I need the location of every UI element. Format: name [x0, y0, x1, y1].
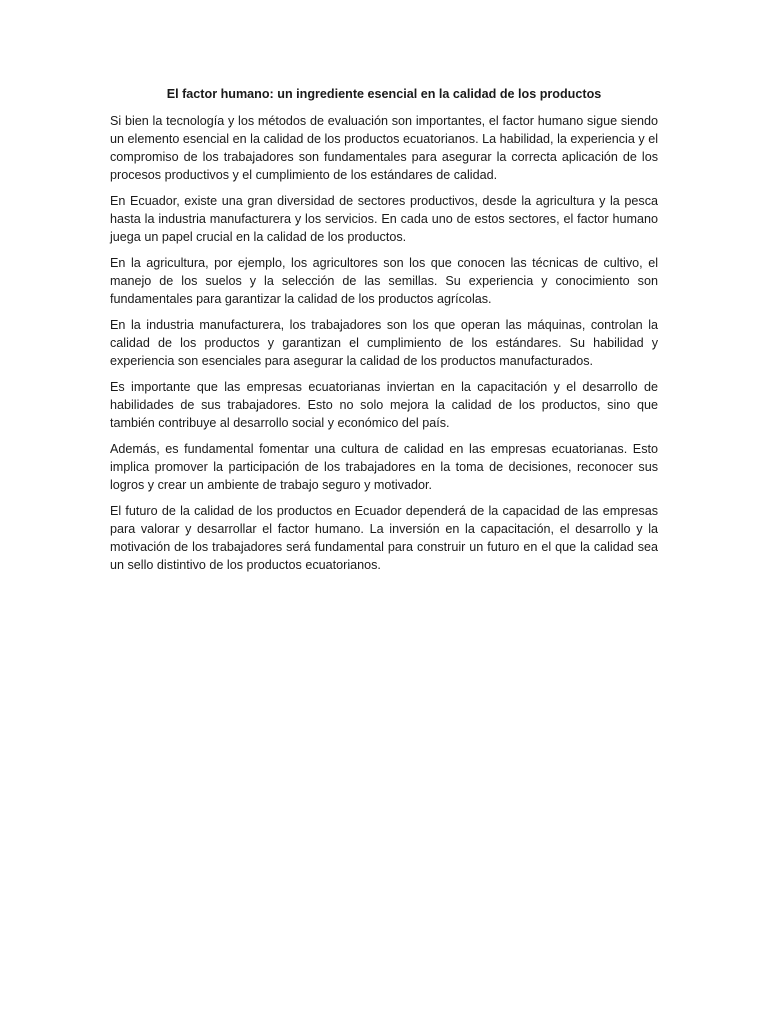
paragraph: Es importante que las empresas ecuatorianas inviertan en la capacitación y el desarrollo de habilidades de sus trabajadores. Esto no solo mejora la calidad de los productos, sino que también contribuye al desarrollo social y económico del país.	[110, 380, 658, 430]
paragraph: En la agricultura, por ejemplo, los agricultores son los que conocen las técnicas de cultivo, el manejo de los suelos y la selección de las semillas. Su experiencia y conocimiento son fundamentales para garantizar la calidad de los productos agrícolas.	[110, 256, 658, 306]
paragraph: Además, es fundamental fomentar una cultura de calidad en las empresas ecuatorianas. Esto implica promover la participación de los trabajadores en la toma de decisiones, reconocer sus logros y crear un ambiente de trabajo seguro y motivador.	[110, 442, 658, 492]
paragraph: El futuro de la calidad de los productos en Ecuador dependerá de la capacidad de las empresas para valorar y desarrollar el factor humano. La inversión en la capacitación, el desarrollo y la motivación de los trabajadores será fundamental para construir un futuro en el que la calidad sea un sello distintivo de los productos ecuatorianos.	[110, 504, 658, 572]
paragraph: Si bien la tecnología y los métodos de evaluación son importantes, el factor humano sigue siendo un elemento esencial en la calidad de los productos ecuatorianos. La habilidad, la experiencia y el compromiso de los trabajadores son fundamentales para asegurar la correcta aplicación de los procesos productivos y el cumplimiento de los estándares de calidad.	[110, 114, 658, 182]
document-body	[110, 85, 658, 582]
paragraph: En Ecuador, existe una gran diversidad de sectores productivos, desde la agricultura y la pesca hasta la industria manufacturera y los servicios. En cada uno de estos sectores, el factor humano juega un papel crucial en la calidad de los productos.	[110, 194, 658, 244]
document-title: El factor humano: un ingrediente esencial en la calidad de los productos	[166, 87, 602, 101]
paragraph: En la industria manufacturera, los trabajadores son los que operan las máquinas, controlan la calidad de los productos y garantizan el cumplimiento de los estándares. Su habilidad y experiencia son esenciales para asegurar la calidad de los productos manufacturados.	[110, 318, 658, 368]
